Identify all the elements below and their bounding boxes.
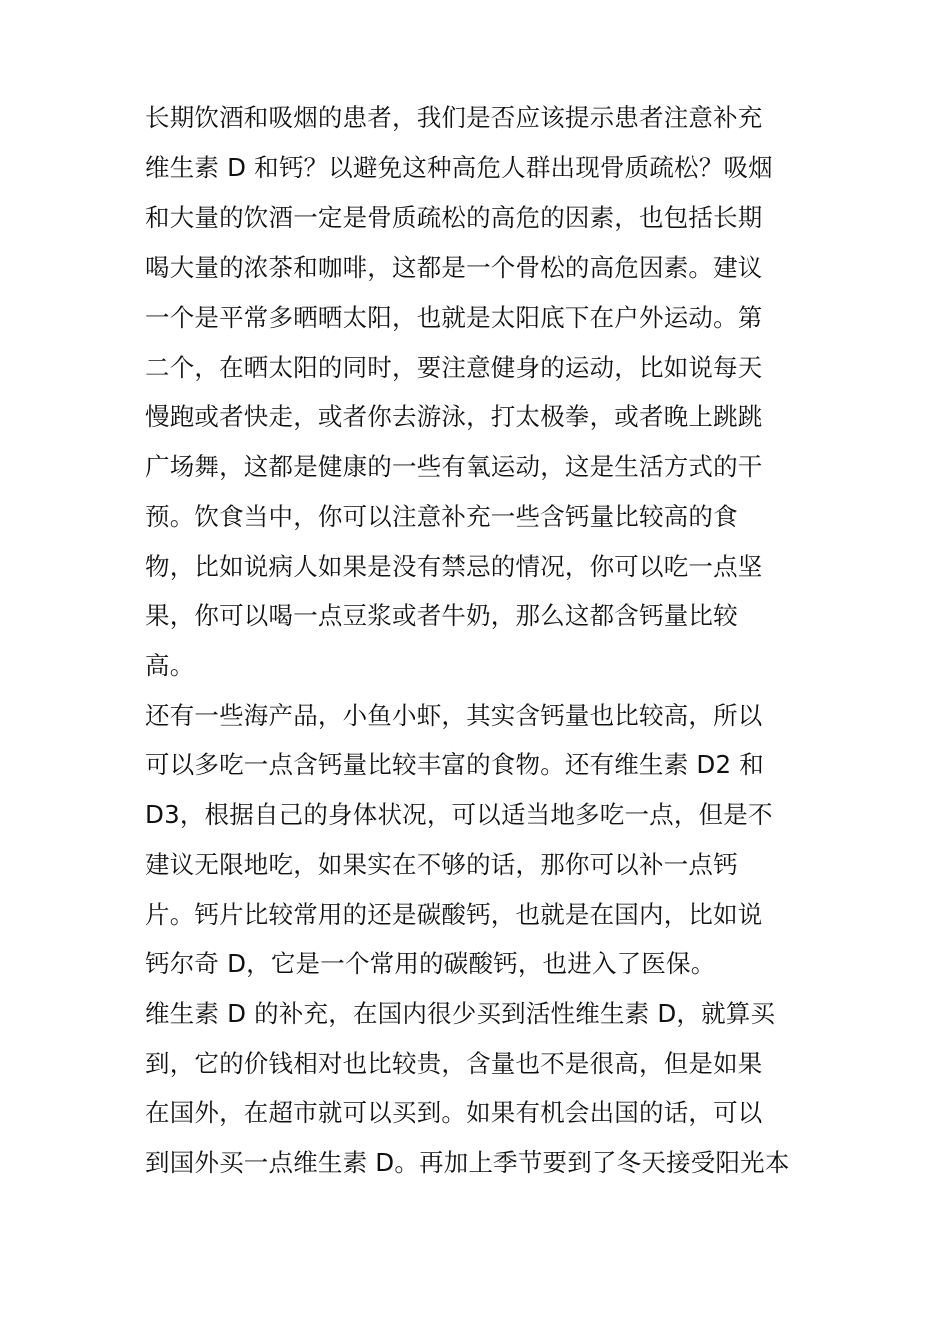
text-line: 物，比如说病人如果是没有禁忌的情况，你可以吃一点坚 bbox=[145, 552, 763, 581]
text-line: 建议无限地吃，如果实在不够的话，那你可以补一点钙 bbox=[145, 850, 738, 879]
text-line: 还有一些海产品，小鱼小虾，其实含钙量也比较高，所以 bbox=[145, 701, 763, 730]
text-line: 喝大量的浓茶和咖啡，这都是一个骨松的高危因素。建议 bbox=[145, 253, 763, 282]
text-line: 广场舞，这都是健康的一些有氧运动，这是生活方式的干 bbox=[145, 452, 763, 481]
text-line: 和大量的饮酒一定是骨质疏松的高危的因素，也包括长期 bbox=[145, 203, 763, 232]
text-line: 高。 bbox=[145, 651, 195, 680]
text-line: 维生素 D 的补充，在国内很少买到活性维生素 D，就算买 bbox=[145, 999, 776, 1028]
text-line: 果，你可以喝一点豆浆或者牛奶，那么这都含钙量比较 bbox=[145, 601, 738, 630]
text-line: 到，它的价钱相对也比较贵，含量也不是很高，但是如果 bbox=[145, 1049, 763, 1078]
text-line: 二个，在晒太阳的同时，要注意健身的运动，比如说每天 bbox=[145, 353, 763, 382]
text-line: 在国外，在超市就可以买到。如果有机会出国的话，可以 bbox=[145, 1098, 763, 1127]
text-line: 维生素 D 和钙？以避免这种高危人群出现骨质疏松？吸烟 bbox=[145, 153, 773, 182]
text-line: 一个是平常多晒晒太阳，也就是太阳底下在户外运动。第 bbox=[145, 303, 763, 332]
text-line: D3，根据自己的身体状况，可以适当地多吃一点，但是不 bbox=[145, 800, 773, 829]
text-line: 可以多吃一点含钙量比较丰富的食物。还有维生素 D2 和 bbox=[145, 750, 764, 779]
text-line: 预。饮食当中，你可以注意补充一些含钙量比较高的食 bbox=[145, 502, 738, 531]
text-line: 到国外买一点维生素 D。再加上季节要到了冬天接受阳光本 bbox=[145, 1148, 790, 1177]
text-line: 长期饮酒和吸烟的患者，我们是否应该提示患者注意补充 bbox=[145, 103, 763, 132]
text-line: 片。钙片比较常用的还是碳酸钙，也就是在国内，比如说 bbox=[145, 900, 763, 929]
text-line: 慢跑或者快走，或者你去游泳，打太极拳，或者晚上跳跳 bbox=[145, 402, 763, 431]
text-line: 钙尔奇 D，它是一个常用的碳酸钙，也进入了医保。 bbox=[145, 949, 716, 978]
